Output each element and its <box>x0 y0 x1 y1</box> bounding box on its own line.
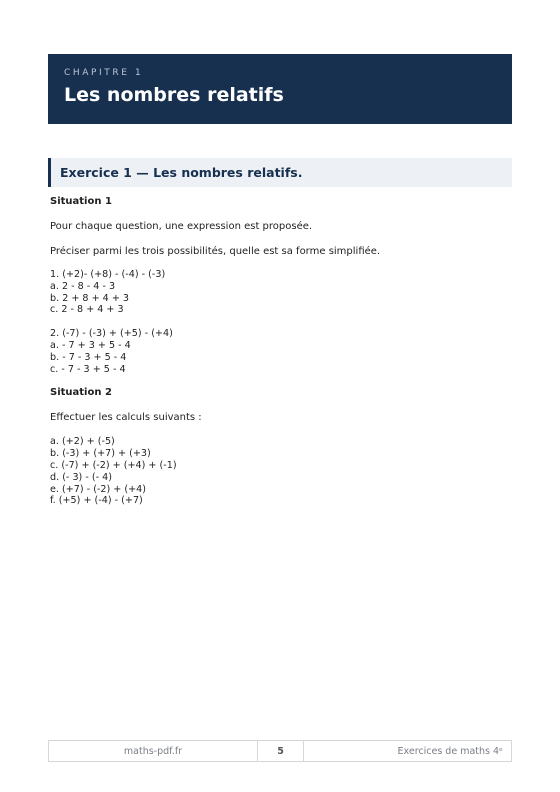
question-1 <box>50 269 510 316</box>
situation-1-title: Situation 1 <box>50 196 112 207</box>
footer-site: maths-pdf.fr <box>49 741 258 761</box>
question-1-text: 1. (+2)- (+8) - (-4) - (-3) <box>50 269 166 280</box>
chapter-title: Les nombres relatifs <box>64 84 284 106</box>
footer-page-number: 5 <box>258 741 304 761</box>
exercise-title: Exercice 1 — Les nombres relatifs. <box>60 165 303 180</box>
question-2-option-c: c. - 7 - 3 + 5 - 4 <box>50 363 126 375</box>
situation-2-title: Situation 2 <box>50 387 112 399</box>
page-footer <box>48 740 512 762</box>
calculation-item: e. (+7) - (-2) + (+4) <box>50 483 147 495</box>
chapter-label: CHAPITRE 1 <box>64 68 144 78</box>
question-2-option-a: a. - 7 + 3 + 5 - 4 <box>50 339 131 351</box>
situation-1-instruction: Préciser parmi les trois possibilités, quelle est sa forme simplifiée. <box>50 246 381 257</box>
chapter-banner <box>48 54 512 124</box>
calculation-list <box>50 436 510 507</box>
question-1-option-a: a. 2 - 8 - 4 - 3 <box>50 280 116 292</box>
situation-2-intro: Effectuer les calculs suivants : <box>50 412 202 424</box>
question-1-option-c: c. 2 - 8 + 4 + 3 <box>50 304 124 316</box>
question-1-option-b: b. 2 + 8 + 4 + 3 <box>50 292 130 304</box>
calculation-item: a. (+2) + (-5) <box>50 436 115 448</box>
situation-1-intro: Pour chaque question, une expression est proposée. <box>50 221 313 232</box>
calculation-item: d. (- 3) - (- 4) <box>50 471 112 483</box>
question-2-option-b: b. - 7 - 3 + 5 - 4 <box>50 351 127 363</box>
question-2 <box>50 328 510 375</box>
calculation-item: f. (+5) + (-4) - (+7) <box>50 495 143 507</box>
question-2-text: 2. (-7) - (-3) + (+5) - (+4) <box>50 328 173 340</box>
calculation-item: c. (-7) + (-2) + (+4) + (-1) <box>50 459 177 471</box>
footer-document-title: Exercices de maths 4ᵉ <box>397 745 503 757</box>
calculation-item: b. (-3) + (+7) + (+3) <box>50 448 151 460</box>
exercise-content <box>50 196 510 507</box>
exercise-header <box>48 158 512 187</box>
